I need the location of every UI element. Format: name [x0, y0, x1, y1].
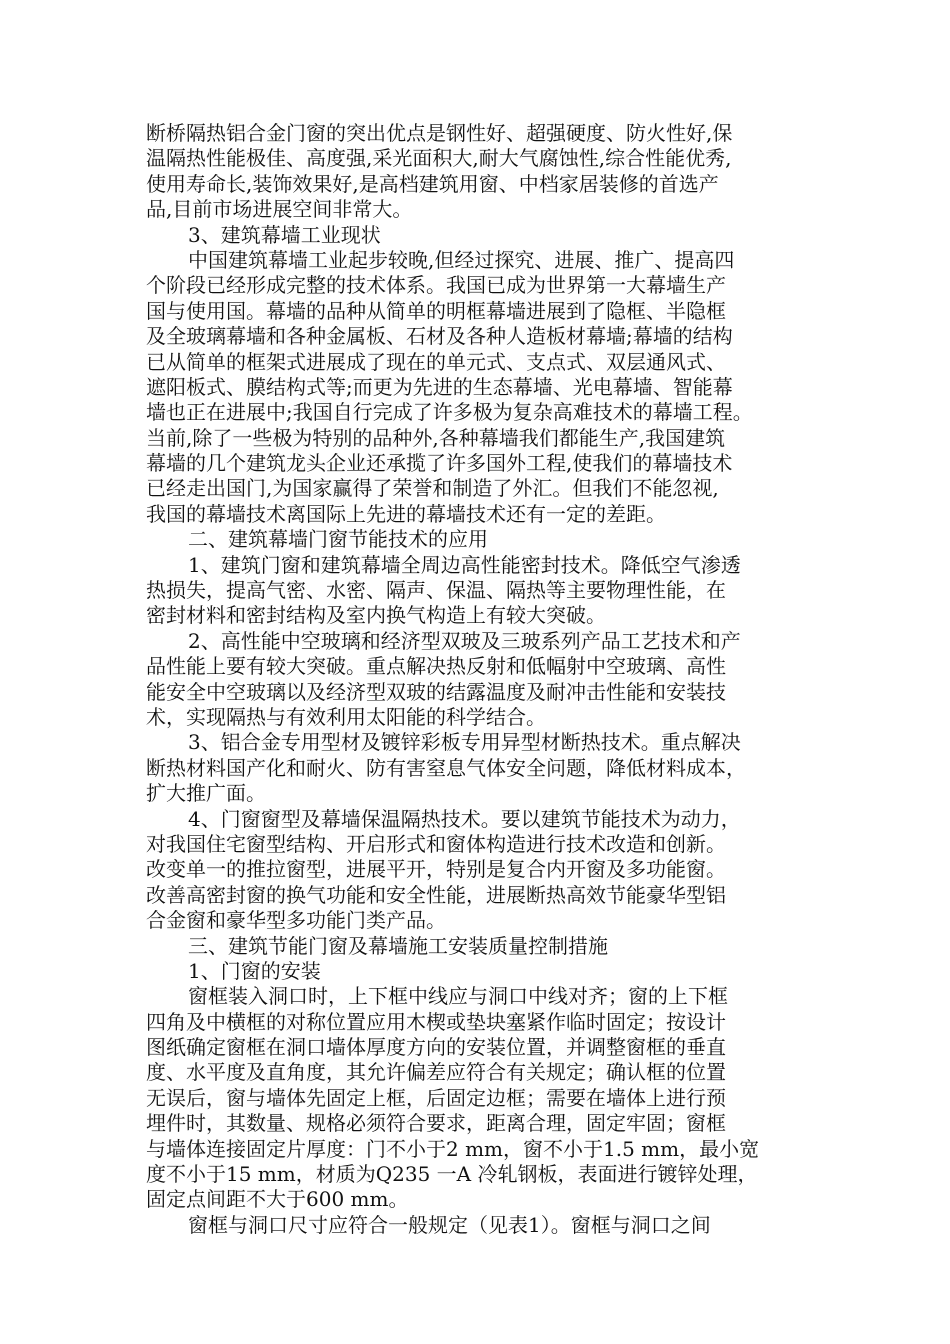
text-line: 窗框装入洞口时，上下框中线应与洞口中线对齐；窗的上下框 — [188, 984, 728, 1009]
text-line: 扩大推广面。 — [146, 781, 266, 806]
text-line: 已从简单的框架式进展成了现在的单元式、支点式、双层通风式、 — [146, 349, 726, 374]
text-line: 温隔热性能极佳、高度强,采光面积大,耐大气腐蚀性,综合性能优秀, — [146, 146, 732, 171]
text-line: 能安全中空玻璃以及经济型双玻的结露温度及耐冲击性能和安装技 — [146, 679, 726, 704]
text-line: 窗框与洞口尺寸应符合一般规定（见表1）。窗框与洞口之间 — [188, 1212, 711, 1237]
text-line: 三、建筑节能门窗及幕墙施工安装质量控制措施 — [188, 933, 608, 958]
text-line: 固定点间距不大于600 mm。 — [146, 1187, 409, 1212]
text-line: 埋件时，其数量、规格必须符合要求，距离合理，固定牢固；窗框 — [146, 1111, 726, 1136]
text-line: 幕墙的几个建筑龙头企业还承揽了许多国外工程,使我们的幕墙技术 — [146, 451, 733, 476]
text-line: 与墙体连接固定片厚度：门不小于2 mm，窗不小于1.5 mm，最小宽 — [146, 1136, 760, 1161]
text-line: 已经走出国门,为国家赢得了荣誉和制造了外汇。但我们不能忽视, — [146, 476, 719, 501]
text-line: 及全玻璃幕墙和各种金属板、石材及各种人造板材幕墙;幕墙的结构 — [146, 324, 733, 349]
text-line: 热损失，提高气密、水密、隔声、保温、隔热等主要物理性能，在 — [146, 578, 726, 603]
text-line: 当前,除了一些极为特别的品种外,各种幕墙我们都能生产,我国建筑 — [146, 425, 726, 450]
body-text — [146, 121, 808, 1238]
text-line: 度不小于15 mm，材质为Q235 一A 冷轧钢板，表面进行镀锌处理， — [146, 1162, 758, 1187]
text-line: 国与使用国。幕墙的品种从简单的明框幕墙进展到了隐框、半隐框 — [146, 298, 726, 323]
text-line: 改变单一的推拉窗型，进展平开，特别是复合内开窗及多功能窗。 — [146, 857, 726, 882]
text-line: 1、门窗的安装 — [188, 958, 321, 983]
text-line: 1、建筑门窗和建筑幕墙全周边高性能密封技术。降低空气渗透 — [188, 552, 741, 577]
text-line: 密封材料和密封结构及室内换气构造上有较大突破。 — [146, 603, 606, 628]
text-line: 改善高密封窗的换气功能和安全性能，进展断热高效节能豪华型铝 — [146, 882, 726, 907]
text-line: 四角及中横框的对称位置应用木楔或垫块塞紧作临时固定；按设计 — [146, 1009, 726, 1034]
text-line: 二、建筑幕墙门窗节能技术的应用 — [188, 527, 488, 552]
text-line: 合金窗和豪华型多功能门类产品。 — [146, 908, 446, 933]
text-line: 品性能上要有较大突破。重点解决热反射和低幅射中空玻璃、高性 — [146, 654, 726, 679]
text-line: 图纸确定窗框在洞口墙体厚度方向的安装位置，并调整窗框的垂直 — [146, 1035, 726, 1060]
text-line: 中国建筑幕墙工业起步较晚,但经过探究、进展、推广、提高四 — [188, 247, 735, 272]
text-line: 对我国住宅窗型结构、开启形式和窗体构造进行技术改造和创新。 — [146, 831, 726, 856]
text-line: 遮阳板式、膜结构式等;而更为先进的生态幕墙、光电幕墙、智能幕 — [146, 374, 733, 399]
text-line: 断热材料国产化和耐火、防有害窒息气体安全问题，降低材料成本， — [146, 755, 746, 780]
text-line: 3、建筑幕墙工业现状 — [188, 222, 381, 247]
text-line: 4、门窗窗型及幕墙保温隔热技术。要以建筑节能技术为动力， — [188, 806, 741, 831]
text-line: 断桥隔热铝合金门窗的突出优点是钢性好、超强硬度、防火性好,保 — [146, 121, 733, 145]
text-line: 无误后，窗与墙体先固定上框，后固定边框；需要在墙体上进行预 — [146, 1085, 726, 1110]
text-line: 2、高性能中空玻璃和经济型双玻及三玻系列产品工艺技术和产 — [188, 628, 741, 653]
text-line: 墙也正在进展中;我国自行完成了许多极为复杂高难技术的幕墙工程。 — [146, 400, 753, 425]
text-line: 个阶段已经形成完整的技术体系。我国已成为世界第一大幕墙生产 — [146, 273, 726, 298]
text-line: 术，实现隔热与有效利用太阳能的科学结合。 — [146, 704, 546, 729]
text-line: 品,目前市场进展空间非常大。 — [146, 197, 413, 222]
text-line: 3、铝合金专用型材及镀锌彩板专用异型材断热技术。重点解决 — [188, 730, 741, 755]
text-line: 使用寿命长,装饰效果好,是高档建筑用窗、中档家居装修的首选产 — [146, 171, 719, 196]
text-line: 度、水平度及直角度，其允许偏差应符合有关规定；确认框的位置 — [146, 1060, 726, 1085]
text-line: 我国的幕墙技术离国际上先进的幕墙技术还有一定的差距。 — [146, 501, 666, 526]
